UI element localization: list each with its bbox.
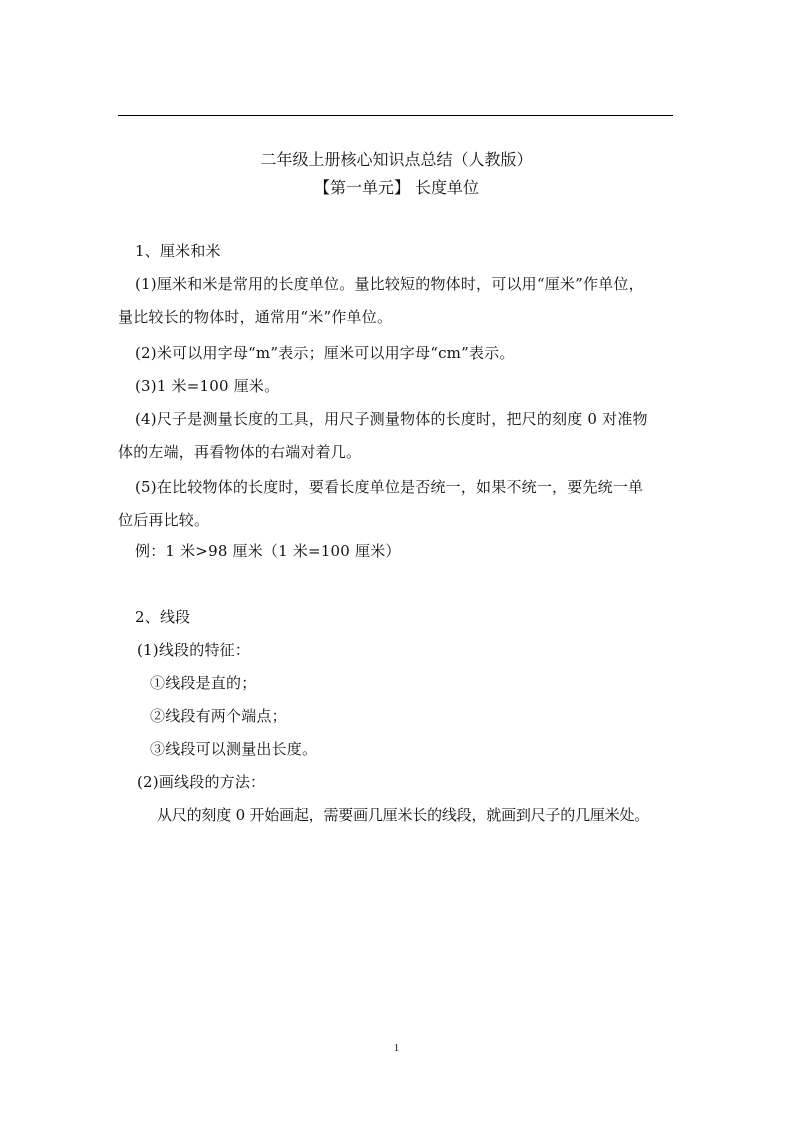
- section-heading: 1、厘米和米: [135, 242, 221, 260]
- paragraph-line: (2)米可以用字母“m”表示；厘米可以用字母“cm”表示。: [135, 344, 515, 362]
- paragraph-line: 位后再比较。: [118, 511, 210, 529]
- paragraph-line: 从尺的刻度 0 开始画起，需要画几厘米长的线段，就画到尺子的几厘米处。: [157, 806, 650, 824]
- paragraph-line: (3)1 米=100 厘米。: [135, 377, 280, 395]
- list-item: ③线段可以测量出长度。: [150, 740, 318, 758]
- list-item: ①线段是直的；: [150, 674, 257, 692]
- header-rule: [118, 115, 673, 116]
- section-heading: 2、线段: [135, 608, 191, 626]
- paragraph-line: (2)画线段的方法：: [137, 773, 266, 791]
- list-item: ②线段有两个端点；: [150, 707, 287, 725]
- paragraph-line: (1)厘米和米是常用的长度单位。量比较短的物体时，可以用“厘米”作单位，: [135, 275, 644, 293]
- paragraph-line: (5)在比较物体的长度时，要看长度单位是否统一，如果不统一，要先统一单: [135, 478, 644, 496]
- paragraph-line: (4)尺子是测量长度的工具，用尺子测量物体的长度时，把尺的刻度 0 对准物: [135, 410, 648, 428]
- page-number: 1: [393, 1042, 400, 1054]
- paragraph-line: 量比较长的物体时，通常用“米”作单位。: [118, 308, 393, 326]
- paragraph-line: 体的左端，再看物体的右端对着几。: [118, 443, 362, 461]
- document-title: 二年级上册核心知识点总结（人教版）: [260, 150, 533, 169]
- example-line: 例：1 米>98 厘米（1 米=100 厘米）: [135, 542, 401, 560]
- unit-heading: 【第一单元】 长度单位: [313, 178, 480, 197]
- paragraph-line: (1)线段的特征：: [137, 641, 251, 659]
